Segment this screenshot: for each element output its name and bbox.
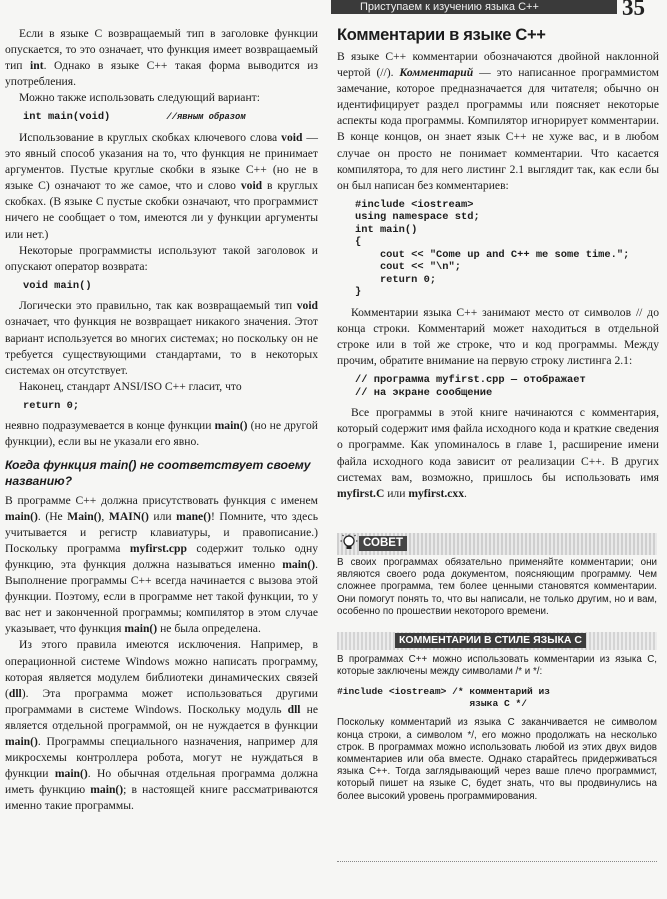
paragraph: В языке С++ комментарии обозначаются двойной наклонной чертой (//). Комментарий — это написанное программистом замечание, которое предназначается для читателя; обычно он идентифицирует раздел программы или поясняет некоторые аспекты кода программы. Компилятор игнорирует комментарии. В конце концов, он знает язык С++ не хуже вас, и в любом случае он просто не понимает комментарии. Что касается компилятора, то для него листинг 2.1 выглядит так, как если бы он был написан без комментариев: [337, 50, 659, 192]
sidebar-text: В программах С++ можно использовать комментарии из языка С, которые заключены между символами /* и */: [337, 654, 657, 678]
code-snippet: int main(void) //явным образом [23, 111, 246, 124]
sidebar-label: КОММЕНТАРИИ В СТИЛЕ ЯЗЫКА С [395, 633, 586, 648]
paragraph: неявно подразумевается в конце функции main() (но не другой функции), если вы не указали его явно. [5, 419, 319, 449]
paragraph: Наконец, стандарт ANSI/ISO С++ гласит, что [19, 379, 242, 393]
subheading: Когда функция main() не соответствует своему названию? [5, 457, 311, 488]
paragraph: Все программы в этой книге начинаются с комментария, который содержит имя файла исходного кода и краткие сведения о программе. Как упоминалось в главе 1, расширение имени файла исходного кода зависит от реализации С++. В других системах вам, возможно, пришлось бы использовать имя myfirst.C или myfirst.cxx. [337, 406, 659, 500]
right-column [337, 26, 659, 502]
tip-header [337, 533, 657, 555]
page-number: 35 [622, 0, 645, 20]
sidebar-header [337, 632, 657, 650]
paragraph: В программе С++ должна присутствовать функция с именем main(). (Не Main(), MAIN() или mane()! Помните, что здесь учитывается и регистр клавиатуры, и правописание.) Поскольку программа myfirst.cpp содержит только одну функцию, эта функция должна называться именно main(). Выполнение программы С++ всегда начинается с вызова этой функции. Поэтому, если в программе нет такой функции, то у вас нет и законченной программы; компилятор в этом случае указывает, что функция main() не была определена. [5, 493, 318, 636]
code-snippet: return 0; [23, 399, 80, 412]
paragraph: Можно также использовать следующий вариант: [19, 91, 260, 105]
tip-box [337, 533, 657, 862]
tip-label: СОВЕТ [359, 536, 407, 551]
sidebar-text: Поскольку комментарий из языка С заканчивается не символом конца строки, а символом */, его можно продолжать на несколько строк. В программах можно использовать любой из этих двух видов комментариев или оба вместе. Однако старайтесь придерживаться языка С++. Тогда заглядывающий через ваше плечо программист, который пишет на языке С, будет знать, что вы продвинулись на более высокий уровень программирования. [337, 717, 657, 802]
tip-text: В своих программах обязательно применяйте комментарии; они являются своего рода документом, поясняющим программу. Чем сложнее программа, тем более ценными становятся комментарии. Они помогут понять то, что вы написали, не только другим, но и вам, особенно по прошествии некоторого времени. [337, 557, 657, 617]
left-column [5, 26, 318, 814]
paragraph: Из этого правила имеются исключения. Например, в операционной системе Windows можно написать программу, которая является модулем библиотеки динамических связей (dll). Эта программа может использоваться другими программами в системе Windows. Поскольку модуль dll не является отдельной программой, он не нуждается в функции main(). Программы специального назначения, например для микросхемы контроллера робота, могут не нуждаться в функции main(). Но обычная отдельная программа должна иметь функцию main(); в настоящей книге рассматриваются именно такие программы. [5, 638, 318, 813]
paragraph: Комментарии языка С++ занимают место от символов // до конца строки. Комментарий может находиться в отдельной строке или в той же строке, что и код программы. Между прочим, обратите внимание на первую строку листинга 2.1: [337, 305, 659, 368]
paragraph: Использование в круглых скобках ключевого слова void — это явный способ указания на то, что функция не принимает аргументов. Пустые круглые скобки в языке С++ (но не в языке С) означают то же самое, что и слово void в круглых скобках. (В языке С пустые скобки означают, что программист ничего не сообщает о том, имеются ли у функции аргументы или нет.) [5, 130, 318, 241]
paragraph: Логически это правильно, так как возвращаемый тип void означает, что функция не возвращает никакого значения. Этот вариант используется во многих системах; но поскольку он не требуется существующими стандартами, то в некоторых системах он отсутствует. [5, 299, 318, 377]
lightbulb-icon [340, 534, 358, 552]
code-listing: #include <iostream> using namespace std; int main() { cout << "Come up and C++ me some time."; cout << "\n"; return 0; } [355, 198, 630, 299]
running-header-title: Приступаем к изучению языка С++ [360, 1, 539, 13]
paragraph: Если в языке С возвращаемый тип в заголовке функции опускается, то это означает, что функция имеет возвращаемый тип int. Однако в языке С++ такая форма выводится из употребления. [5, 27, 318, 89]
paragraph: Некоторые программисты используют такой заголовок и опускают оператор возврата: [5, 243, 318, 273]
section-heading: Комментарии в языке С++ [337, 26, 546, 44]
sidebar-code: #include <iostream> /* комментарий из языка С */ [337, 686, 551, 709]
code-snippet: void main() [23, 279, 92, 292]
code-snippet: // программа myfirst.cpp — отображает // на экране сообщение [355, 374, 586, 399]
